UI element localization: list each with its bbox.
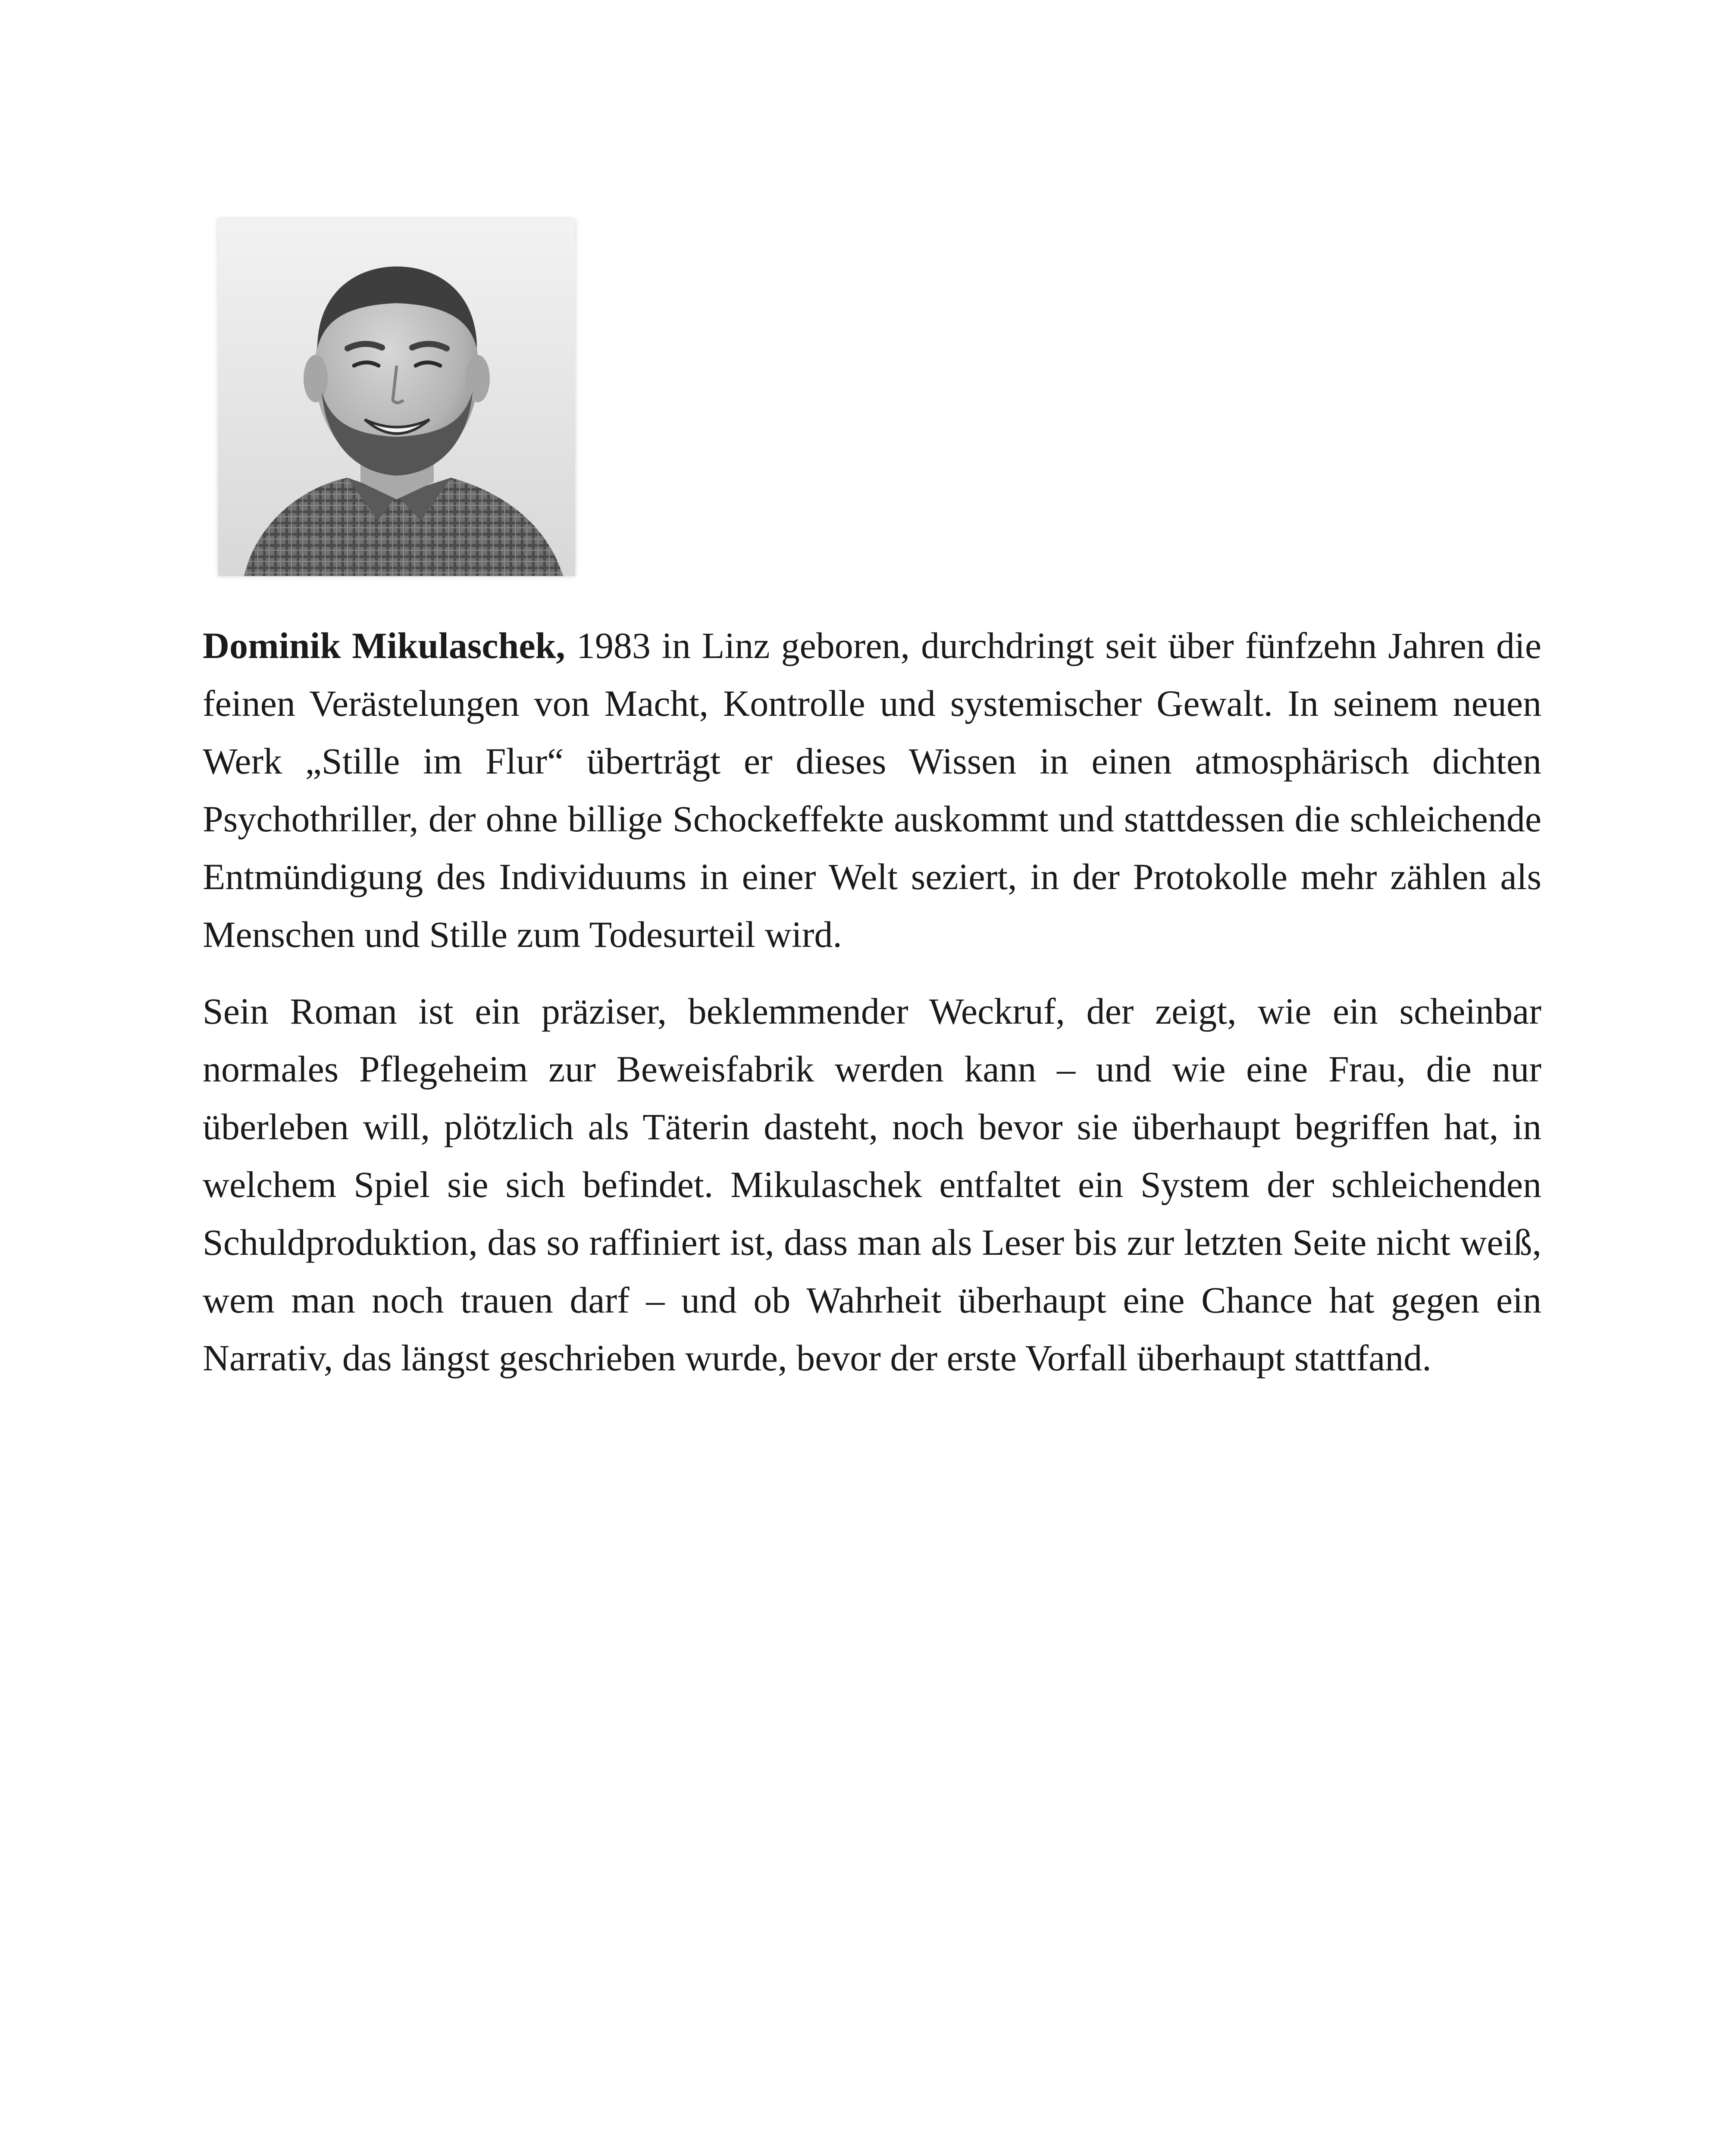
bio-paragraph-1-text: 1983 in Linz geboren, durchdringt seit über fünfzehn Jahren die feinen Verästelungen von Macht, Kontrolle und systemischer Gewalt. In seinem neuen Werk „Stille im Flur“ überträgt er dieses Wissen in einen atmosphärisch dichten Psychothriller, der ohne billige Schockeffekte auskommt und stattdessen die schleichende Entmündigung des Individuums in einer Welt seziert, in der Protokolle mehr zählen als Menschen und Stille zum Todesurteil wird. xyxy=(203,625,1541,955)
author-biography xyxy=(203,617,1541,1387)
author-photo xyxy=(218,219,575,576)
bio-paragraph-1 xyxy=(203,617,1541,963)
bio-paragraph-2: Sein Roman ist ein präziser, beklemmender Weckruf, der zeigt, wie ein scheinbar normales Pflegeheim zur Beweisfabrik werden kann – und wie eine Frau, die nur überleben will, plötzlich als Täterin dasteht, noch bevor sie überhaupt begriffen hat, in welchem Spiel sie sich befindet. Mikulaschek entfaltet ein System der schleichenden Schuldproduktion, das so raffiniert ist, dass man als Leser bis zur letzten Seite nicht weiß, wem man noch trauen darf – und ob Wahrheit überhaupt eine Chance hat gegen ein Narrativ, das längst geschrieben wurde, bevor der erste Vorfall überhaupt stattfand. xyxy=(203,990,1541,1379)
author-name: Dominik Mikulaschek, xyxy=(203,625,565,666)
author-portrait-image xyxy=(218,219,575,576)
